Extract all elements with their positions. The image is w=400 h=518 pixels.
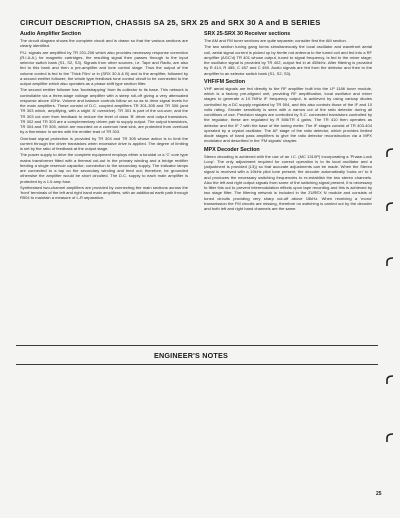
paragraph: The second emitter follower has 'bootstrapping' from its collector to its base. This network is controllable via a three-stage voltage amplifier with a steep roll-off giving a very attenuated response above 40Hz. Volume and balance controls follow on so as to drive signal levels for the main amplifiers. These consist of D.C. coupled amplifiers TR 301-305 and TR 306 (and TR 303 which, amplifying, with a slight 'A' overdrive). TR 301 is part of the cut-over, and the TR 303 cut over from feedback to reduce the level of class 'B' driver and output transistors. TR 302 and TR 303 are a complementary driven pair to supply output. The output transistors, TR 304 and TR 305, which are mounted on a common heat sink, are protected from overload by a thermistor in series with the emitter lead of TR 303.	[20, 87, 188, 135]
right-column	[204, 31, 372, 212]
left-column	[20, 31, 188, 202]
mpx-text	[204, 154, 372, 212]
paragraph: The two section tuning gang forms simultaneously the local oscillator and wavefront aerial coil, aerial signal current is picked up by ferrite rod antenna to the tuned coil and fed into a RF amplifier (AGC'd) TR 401 whose output, tuned to signal frequency, is fed to the mixer stage; the oscillator signal is provided by TR 402, output fed in at 455kHz. After filtering is provided by R 414, R 485, C 457 and C 459. Audio signals are fed from the detector and then to the amplifier to an selector switch bank (S1, S2, S3).	[204, 44, 372, 76]
bottom-divider	[16, 364, 378, 365]
top-divider	[16, 345, 378, 346]
binder-hook-icon	[385, 433, 395, 443]
paragraph: The AM and FM tuner sections are quite separate; consider first the AM section.	[204, 38, 347, 43]
paragraph: Stereo decoding is achieved with the use of an I.C. (MC 1310P) incorporating a 'Phase-Lock Loop'. The only adjustment required for correct operation is to its local oscillator and a (adjustment is provided (L3)) so that accurate adjustments can be made. When the Stereo signal is received with a 19kHz pilot tone present, the decoder automatically 'locks on' to it and produces the necessary switching frequencies to re-establish the two stereo channels. Also the left and right output signals from some of the switching signal present, it is necessary to filter this out to prevent intermodulation effects upon tape recording and this is achieved by two stage filter. The filtering network is included in the ZUREX N module and consists of tuned circuits providing very sharp cut-off above 15kHz. When receiving a 'mono' transmission the FM circuits are missing, therefore no switching is carried out by the decoder and both left and right hand channels are the same.	[204, 153, 372, 211]
paragraph: P.U. signals are amplified by TR 201-206 which also provides necessary response correction (R.I.A.A.) for magnetic cartridges, the resulting signal then passes through to the input selector switch bank (S1, S2, S3). Signals from other sources, i.e. Tape and Radio, are also fed to this bank and then a pre-amplifier and tone control stage. Thus the output of the volume control is fed to the 'Thick Film' or in (SRX 30 A & B) and to the amplifier, followed by a second emitter follower; the whole type feedback tone control circuit to be connected to the output amplifier which also operates as a phase shift type section filter.	[20, 49, 188, 86]
section-heading-receiver: SRX 25-SRX 30 Receiver sections	[204, 31, 291, 37]
paragraph: The circuit diagram shows the complete circuit and is drawn so that the various sections are clearly identified.	[20, 38, 188, 49]
audio-text	[20, 38, 188, 201]
receiver-text	[204, 38, 372, 76]
section-heading-vhf: VHF/FM Section	[204, 78, 246, 85]
page-number: 25	[376, 491, 382, 497]
paragraph: VHF aerial signals are fed directly to the RF amplifier built into the LP 1186 tuner module, which is a factory pre-aligned unit, providing RF amplification, local oscillator and mixer stages to generate a 10.7MHz IF frequency output, is achieved by using varicap diodes controlled by a DC supply regulated by TR 504, and this also controls those of the IF and 10 volts rating. Greater sensitivity is seen with a narrow cut of the ratio detector during all conditions of use. Precision stages are controlled by S.C. connected transistors controlled by the regulator, these are regulated by R 506/TR 4 gains. The TR 410 then operates as detector and the IF 7 with the base of the tuning meter. The IF stages consist of TR 403-404 operated by a crystal oscillator. The AF stage of the ratio detector, which provides limited diode stages of band pass amplifiers to give the ratio detector reconstruction via a MPX modulator and described in the 'FM signals' chapter.	[204, 85, 372, 144]
section-heading-audio: Audio Amplifier Section	[20, 31, 81, 37]
vhf-text	[204, 86, 372, 144]
paragraph: The power supply to drive the complete equipment employs either a toroidal or a 'C' core type mains transformer fitted with a thermal cut-out in the primary winding and a bridge rectifier feeding a single reservoir capacitor; connection to the secondary supply. The indicator lamps are connected to a tap on the secondary winding and feed out; therefore, be grounded otherwise the amplifier would be short circuited. The D.C. supply to each main amplifier is protected by a 1.6 amp fuse.	[20, 152, 188, 184]
paragraph: Overload signal protection is provided by TR 304 and TR 305 whose action is to limit the current through the driver transistors when excessive drive is applied. The degree of limiting is set by the ratio of feedback at the output stage.	[20, 135, 188, 151]
section-heading-mpx: MPX Decoder Section	[204, 146, 260, 153]
binder-hook-icon	[385, 257, 395, 267]
engineers-notes-heading: ENGINEER'S NOTES	[154, 351, 229, 360]
paragraph: Synthesised two-channel amplifiers are provided by connecting the main sections across the 'front' terminals of the left and right hand main amplifiers, with an additional earth path through R504 to maintain a measure of L-R separation.	[20, 184, 189, 201]
binder-hook-icon	[385, 148, 395, 158]
page-title: CIRCUIT DESCRIPTION, CHASSIS SA 25, SRX 25 and SRX 30 A and B SERIES	[20, 18, 321, 27]
binder-hook-icon	[385, 375, 395, 385]
binder-hook-icon	[385, 202, 395, 212]
